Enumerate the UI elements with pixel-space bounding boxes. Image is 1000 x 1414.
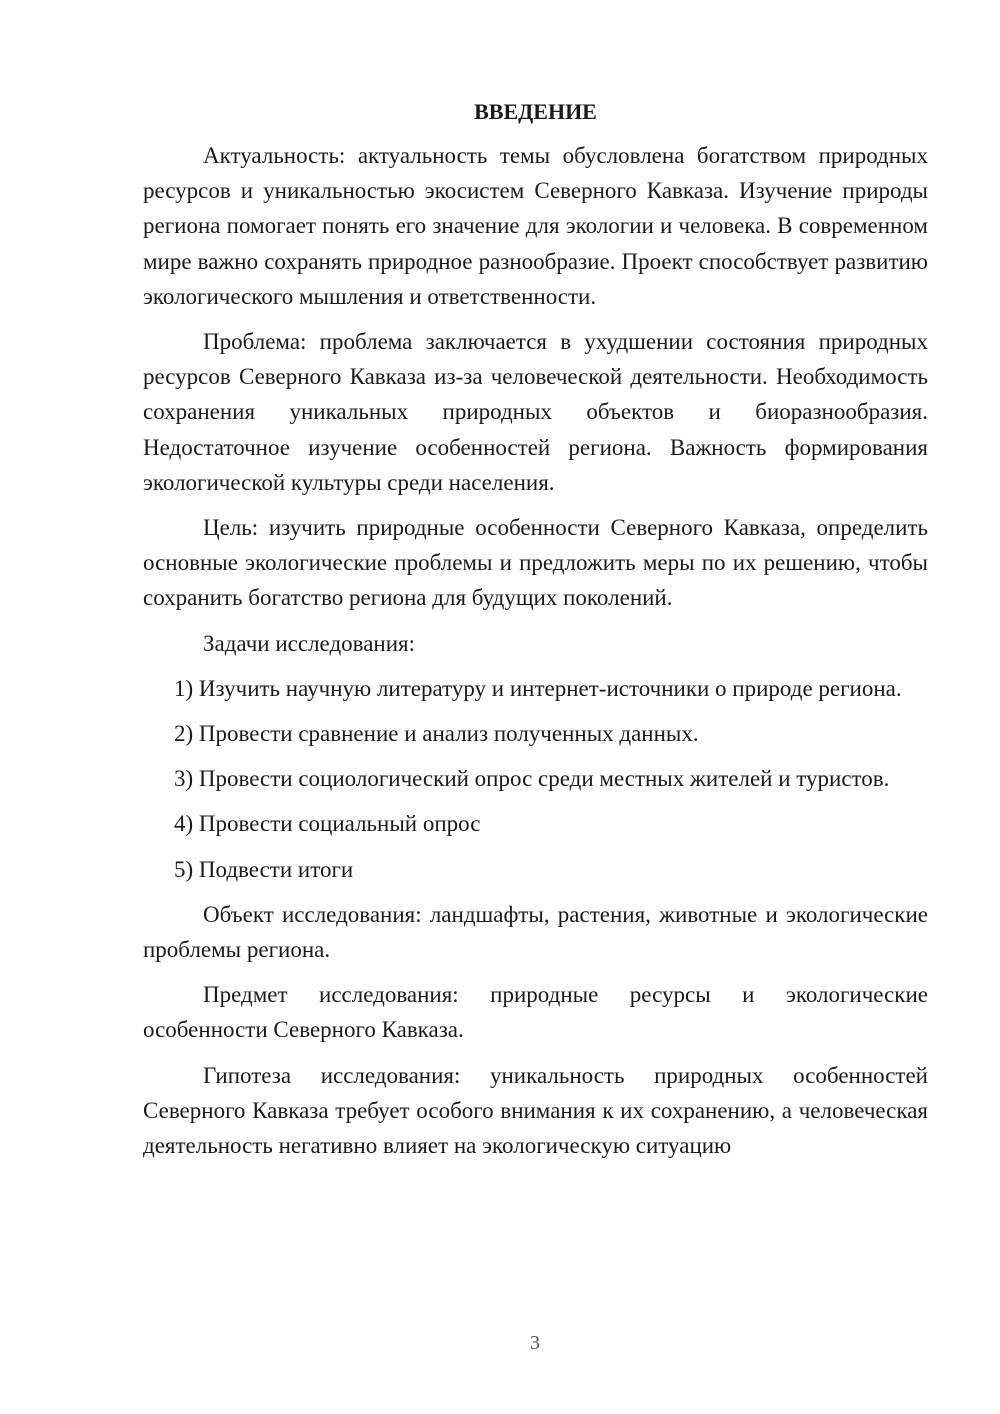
object-paragraph: Объект исследования: ландшафты, растения, животные и экологические проблемы региона.	[143, 901, 928, 963]
task-item-4: 4) Провести социальный опрос	[174, 811, 481, 837]
task-item-1: 1) Изучить научную литературу и интернет-источники о природе региона.	[174, 675, 902, 701]
goal-paragraph: Цель: изучить природные особенности Северного Кавказа, определить основные экологические проблемы и предложить меры по их решению, чтобы сохранить богатство региона для будущих поколений.	[143, 515, 928, 611]
section-title: ВВЕДЕНИЕ	[474, 99, 597, 124]
relevance-paragraph: Актуальность: актуальность темы обусловлена богатством природных ресурсов и уникальностью экосистем Северного Кавказа. Изучение природы региона помогает понять его значение для экологии и человека. В современном мире важно сохранять природное разнообразие. Проект способствует развитию экологического мышления и ответственности.	[143, 143, 928, 309]
task-item-3: 3) Провести социологический опрос среди местных жителей и туристов.	[174, 766, 890, 792]
tasks-heading: Задачи исследования:	[203, 630, 416, 656]
hypothesis-paragraph: Гипотеза исследования: уникальность природных особенностей Северного Кавказа требует особого внимания к их сохранению, а человеческая деятельность негативно влияет на экологическую ситуацию	[143, 1062, 928, 1159]
document-body	[143, 94, 928, 1173]
problem-paragraph: Проблема: проблема заключается в ухудшении состояния природных ресурсов Северного Кавказа из-за человеческой деятельности. Необходимость сохранения уникальных природных объектов и биоразнообразия. Недостаточное изучение особенностей региона. Важность формирования экологической культуры среди населения.	[143, 329, 928, 495]
task-item-2: 2) Провести сравнение и анализ полученных данных.	[174, 721, 699, 747]
subject-paragraph: Предмет исследования: природные ресурсы и экологические особенности Северного Кавказа.	[143, 982, 928, 1043]
task-item-5: 5) Подвести итоги	[174, 856, 354, 882]
page-number: 3	[530, 1332, 540, 1354]
